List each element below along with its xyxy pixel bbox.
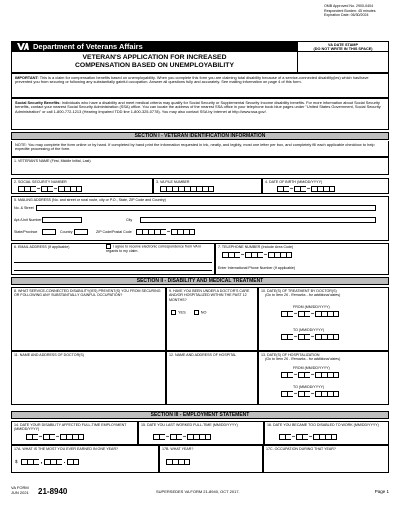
treatment-to-label: TO (MM/DD/YYYY)	[293, 328, 325, 332]
zip-input[interactable]: –	[136, 229, 195, 235]
email-line-1	[14, 262, 212, 263]
country-input[interactable]	[74, 229, 88, 235]
title-line-1: VETERAN'S APPLICATION FOR INCREASED	[82, 54, 227, 61]
street-input[interactable]	[36, 205, 376, 211]
address-label: 5. MAILING ADDRESS (No. and street or rural route, city or P.O., State, ZIP Code and Country)	[14, 198, 166, 202]
city-label: City	[126, 218, 133, 222]
telephone-field[interactable]: 7. TELEPHONE NUMBER (Include Area Code) – – Enter International Phone Number (If applicable)	[215, 243, 389, 275]
no-label: NO	[200, 310, 207, 315]
hosp-from-label: FROM (MM/DD/YYYY)	[293, 366, 330, 370]
ssb-notice	[11, 98, 389, 130]
ssn-field[interactable]: 2. SOCIAL SECURITY NUMBER – –	[11, 178, 153, 194]
yes-checkbox[interactable]	[171, 310, 176, 315]
omb-number: OMB Approved No. 2900-0404	[324, 4, 374, 8]
treatment-dates-field[interactable]	[258, 287, 389, 351]
treatment-from-input[interactable]: – –	[281, 311, 339, 317]
dob-label: 4. DATE OF BIRTH (MM/DD/YYYY)	[265, 180, 323, 184]
agency-name: Department of Veterans Affairs	[33, 41, 143, 51]
state-label: State/Province	[14, 230, 38, 234]
email-consent-label: I agree to receive electronic correspondence from VA in regards to my claim.	[106, 244, 202, 253]
hosp-from-input[interactable]: – –	[281, 372, 339, 378]
most-earned-label: 17A. WHAT IS THE MOST YOU EVER EARNED IN ONE YEAR?	[14, 447, 119, 451]
section-1-note	[11, 141, 389, 157]
date-stamp-header	[297, 41, 389, 51]
yes-label: YES	[178, 310, 186, 315]
last-worked-label: 15. DATE YOU LAST WORKED FULL-TIME (MM/DD/YYYY)	[141, 423, 238, 427]
supersedes-note: SUPERSEDES VA FORM 21-8940, OCT 2017.	[156, 489, 240, 494]
form-header	[11, 41, 389, 51]
va-form-label: VA FORM	[11, 485, 29, 490]
section-3-header	[11, 411, 389, 419]
email-line-2	[14, 270, 212, 271]
hospital-name-field[interactable]	[166, 351, 258, 405]
ssb-label: Social Security Benefits:	[15, 99, 61, 105]
form-title	[11, 51, 297, 73]
disability-affected-date-field[interactable]: 14. DATE YOUR DISABILITY AFFECTED FULL-TIME EMPLOYMENT (MM/DD/YYYY) – –	[11, 421, 138, 445]
ssn-label: 2. SOCIAL SECURITY NUMBER	[14, 180, 67, 184]
too-disabled-date-field[interactable]: 16. DATE YOU BECAME TOO DISABLED TO WORK (MM/DD/YYYY) – –	[264, 421, 389, 445]
earned-year-field[interactable]	[159, 445, 263, 473]
email-label: 6. EMAIL ADDRESS (If applicable)	[14, 245, 70, 249]
occupation-field[interactable]	[263, 445, 389, 473]
disabilities-field[interactable]	[11, 287, 166, 351]
omb-info	[324, 4, 388, 18]
section-2-header	[11, 277, 389, 285]
most-earned-field[interactable]: 17A. WHAT IS THE MOST YOU EVER EARNED IN ONE YEAR? $ , .	[11, 445, 159, 473]
important-label: IMPORTANT:	[15, 74, 39, 80]
hosp-to-label: TO (MM/DD/YYYY)	[293, 385, 325, 389]
dollar-sign: $	[15, 459, 18, 464]
title-line-2: COMPENSATION BASED ON UNEMPLOYABILITY	[75, 62, 234, 69]
occupation-label: 17C. OCCUPATION DURING THAT YEAR?	[266, 447, 336, 451]
respondent-burden: Respondent Burden: 45 minutes	[324, 8, 376, 13]
section-1-header	[11, 132, 389, 140]
veteran-name-label: 1. VETERAN'S NAME (First, Middle Initial, Last)	[14, 159, 91, 163]
treatment-from-label: FROM (MM/DD/YYYY)	[293, 305, 330, 309]
disabilities-label: 8. WHAT SERVICE-CONNECTED DISABILITY(IES) PREVENT(S) YOU FROM SECURING OR FOLLOWING ANY SUBSTANTIALLY GAINFUL OCCUPATION?	[14, 289, 161, 298]
treatment-dates-label: 10. DATE(S) OF TREATMENT BY DOCTOR(S)	[261, 289, 337, 293]
last-worked-date-field[interactable]: 15. DATE YOU LAST WORKED FULL-TIME (MM/DD/YYYY) – –	[138, 421, 264, 445]
doctor-care-label: 9. HAVE YOU BEEN UNDER A DOCTOR'S CARE AND/OR HOSPITALIZED WITHIN THE PAST 12 MONTHS?	[169, 289, 250, 302]
email-consent[interactable]	[106, 244, 208, 253]
hospitalization-dates-label: 13. DATE(S) OF HOSPITALIZATION	[261, 353, 320, 357]
city-input[interactable]	[140, 217, 376, 223]
section-3-title: SECTION III - EMPLOYMENT STATEMENT	[150, 412, 250, 418]
agency-banner	[11, 41, 297, 51]
doctor-name-label: 11. NAME AND ADDRESS OF DOCTOR(S)	[14, 353, 84, 357]
important-notice	[11, 73, 389, 98]
veteran-name-field[interactable]	[11, 157, 389, 175]
stamp-label: VA DATE STAMP	[327, 42, 359, 47]
page-number: Page 1	[374, 489, 389, 494]
stamp-note: (DO NOT WRITE IN THIS SPACE)	[313, 46, 373, 51]
section-2-title: SECTION II - DISABILITY AND MEDICAL TREATMENT	[136, 278, 264, 284]
intl-phone-label: Enter International Phone Number (If applicable)	[218, 266, 296, 270]
zip-label: ZIP Code/Postal Code	[96, 230, 132, 234]
street-label: No. & Street	[14, 206, 34, 210]
apt-input[interactable]	[42, 217, 82, 223]
section-1-title: SECTION I - VETERAN IDENTIFICATION INFORMATION	[134, 133, 266, 139]
apt-label: Apt./Unit Number	[14, 218, 42, 222]
date-stamp-area	[297, 51, 389, 73]
earned-year-label: 17B. WHAT YEAR?	[162, 447, 194, 451]
note-text: NOTE: You may complete the form online or by hand. If completed by hand print the information requested in ink, neatly, and legibly, most one letter per box, and completely fill each applicable checkbox to help expedite processing of the form.	[15, 141, 375, 152]
form-date: JUN 2021	[11, 489, 29, 495]
date-of-birth-field[interactable]: 4. DATE OF BIRTH (MM/DD/YYYY) – –	[262, 178, 389, 194]
ssb-text: Individuals who have a disability and meet medical criteria may qualify for Social Security or Supplemental Security Income disability benefits. For more information about Social Security benefits, contact your nearest Social Security Administration (SSA) office. You can locate the address of the nearest SSA office in your telephone book blue pages under "United States Government, Social Security Administration" or call 1-800-772-1213 (Hearing Impaired TDD line 1-800-325-0778). You may also contact SSA by Internet at http://www.ssa.gov/.	[15, 99, 381, 114]
country-label: Country	[60, 230, 73, 234]
hospitalization-dates-note: (Go to Item 26 - Remarks - for additional dates)	[265, 357, 341, 362]
disability-affected-label: 14. DATE YOUR DISABILITY AFFECTED FULL-TIME EMPLOYMENT (MM/DD/YYYY)	[14, 423, 127, 432]
phone-label: 7. TELEPHONE NUMBER (Include Area Code)	[218, 245, 294, 249]
va-file-number-field[interactable]	[153, 178, 262, 194]
no-checkbox[interactable]	[194, 310, 199, 315]
state-input[interactable]	[42, 229, 56, 235]
too-disabled-label: 16. DATE YOU BECAME TOO DISABLED TO WORK (MM/DD/YYYY)	[267, 423, 379, 427]
important-text: This is a claim for compensation benefits based on unemployability. When you complete this form you are claiming total disability because of a service-connected disability(ies) which has/have prevented you from securing or following any substantially gainful occupation. Answer all questions fully and accurately. See mailing information on page 4 of this form.	[15, 74, 369, 85]
doctor-name-field[interactable]	[11, 351, 166, 405]
form-number: 21-8940	[38, 487, 68, 496]
doctor-care-field[interactable]	[166, 287, 258, 351]
treatment-dates-note: (Go to Item 26 - Remarks - for additional dates)	[265, 293, 341, 298]
hospital-name-label: 12. NAME AND ADDRESS OF HOSPITAL	[169, 353, 237, 357]
hosp-to-input[interactable]: – –	[281, 391, 339, 397]
expiration-date: Expiration Date: 06/30/2024	[324, 13, 369, 18]
va-seal-icon	[17, 43, 29, 50]
treatment-to-input[interactable]: – –	[281, 334, 339, 340]
va-file-label: 3. VA FILE NUMBER	[156, 180, 190, 184]
hospitalization-dates-field[interactable]	[258, 351, 389, 405]
